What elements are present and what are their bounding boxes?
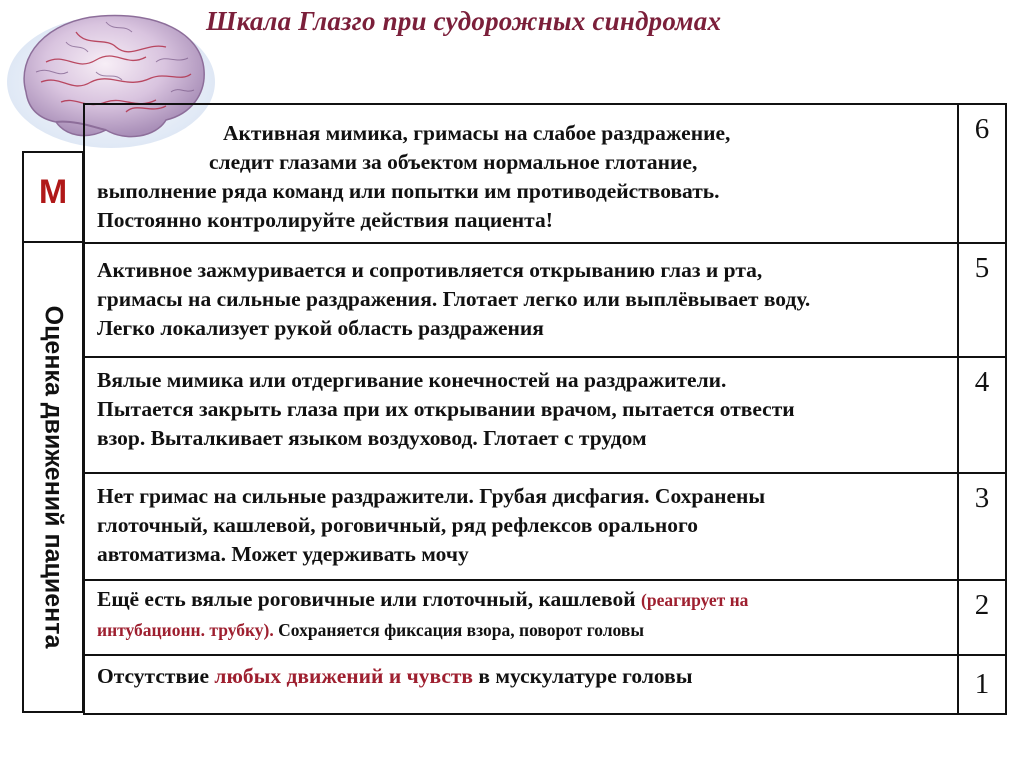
description-line: Нет гримас на сильные раздражители. Грубая дисфагия. Сохранены bbox=[97, 484, 766, 508]
vertical-label: Оценка движений пациента bbox=[39, 305, 68, 649]
description-line: выполнение ряда команд или попытки им противодействовать. bbox=[97, 179, 720, 203]
text-part: Отсутствие bbox=[97, 664, 215, 688]
score-value: 6 bbox=[958, 104, 1006, 243]
score-value: 2 bbox=[958, 580, 1006, 655]
table-row bbox=[84, 580, 1006, 655]
score-value: 3 bbox=[958, 473, 1006, 580]
row-description bbox=[84, 473, 958, 580]
score-value: 4 bbox=[958, 357, 1006, 473]
description-line: Постоянно контролируйте действия пациента! bbox=[97, 208, 553, 232]
row-description bbox=[84, 243, 958, 357]
description-line: следит глазами за объектом нормальное глотание, bbox=[209, 150, 698, 174]
table-row bbox=[84, 655, 1006, 714]
description-line: гримасы на сильные раздражения. Глотает легко или выплёвывает воду. bbox=[97, 287, 811, 311]
row-description bbox=[84, 104, 958, 243]
highlight-text: (реагирует на bbox=[641, 590, 749, 610]
highlight-text: любых движений и чувств bbox=[214, 664, 474, 688]
row-description bbox=[84, 357, 958, 473]
glasgow-motor-table bbox=[83, 103, 1007, 715]
description-line: взор. Выталкивает языком воздуховод. Глотает с трудом bbox=[97, 426, 647, 450]
description-line bbox=[97, 585, 947, 615]
table-row bbox=[84, 104, 1006, 243]
description-line: Вялые мимика или отдергивание конечностей на раздражители. bbox=[97, 368, 727, 392]
description-line: Активное зажмуривается и сопротивляется открыванию глаз и рта, bbox=[97, 258, 763, 282]
description-line: глоточный, кашлевой, роговичный, ряд рефлексов орального bbox=[97, 513, 698, 537]
sidebar-letter-box bbox=[22, 151, 84, 243]
description-line bbox=[97, 615, 947, 645]
score-value: 5 bbox=[958, 243, 1006, 357]
description-line: автоматизма. Может удерживать мочу bbox=[97, 542, 469, 566]
text-part: Ещё есть вялые роговичные или глоточный, кашлевой bbox=[97, 587, 642, 611]
text-part: в мускулатуре головы bbox=[473, 664, 693, 688]
text-part: Сохраняется фиксация взора, поворот головы bbox=[273, 620, 644, 640]
row-description bbox=[84, 655, 958, 714]
score-value: 1 bbox=[958, 655, 1006, 714]
page-title: Шкала Глазго при судорожных синдромах bbox=[206, 6, 722, 36]
highlight-text: интубационн. трубку). bbox=[97, 620, 274, 640]
table-row bbox=[84, 357, 1006, 473]
description-line bbox=[97, 662, 947, 691]
description-line: Пытается закрыть глаза при их открывании врачом, пытается отвести bbox=[97, 397, 795, 421]
motor-letter: М bbox=[38, 173, 68, 211]
row-description bbox=[84, 580, 958, 655]
sidebar-vertical-box bbox=[22, 241, 84, 713]
table-row bbox=[84, 243, 1006, 357]
table-row bbox=[84, 473, 1006, 580]
description-line: Активная мимика, гримасы на слабое раздражение, bbox=[223, 121, 731, 145]
description-line: Легко локализует рукой область раздражения bbox=[97, 316, 544, 340]
